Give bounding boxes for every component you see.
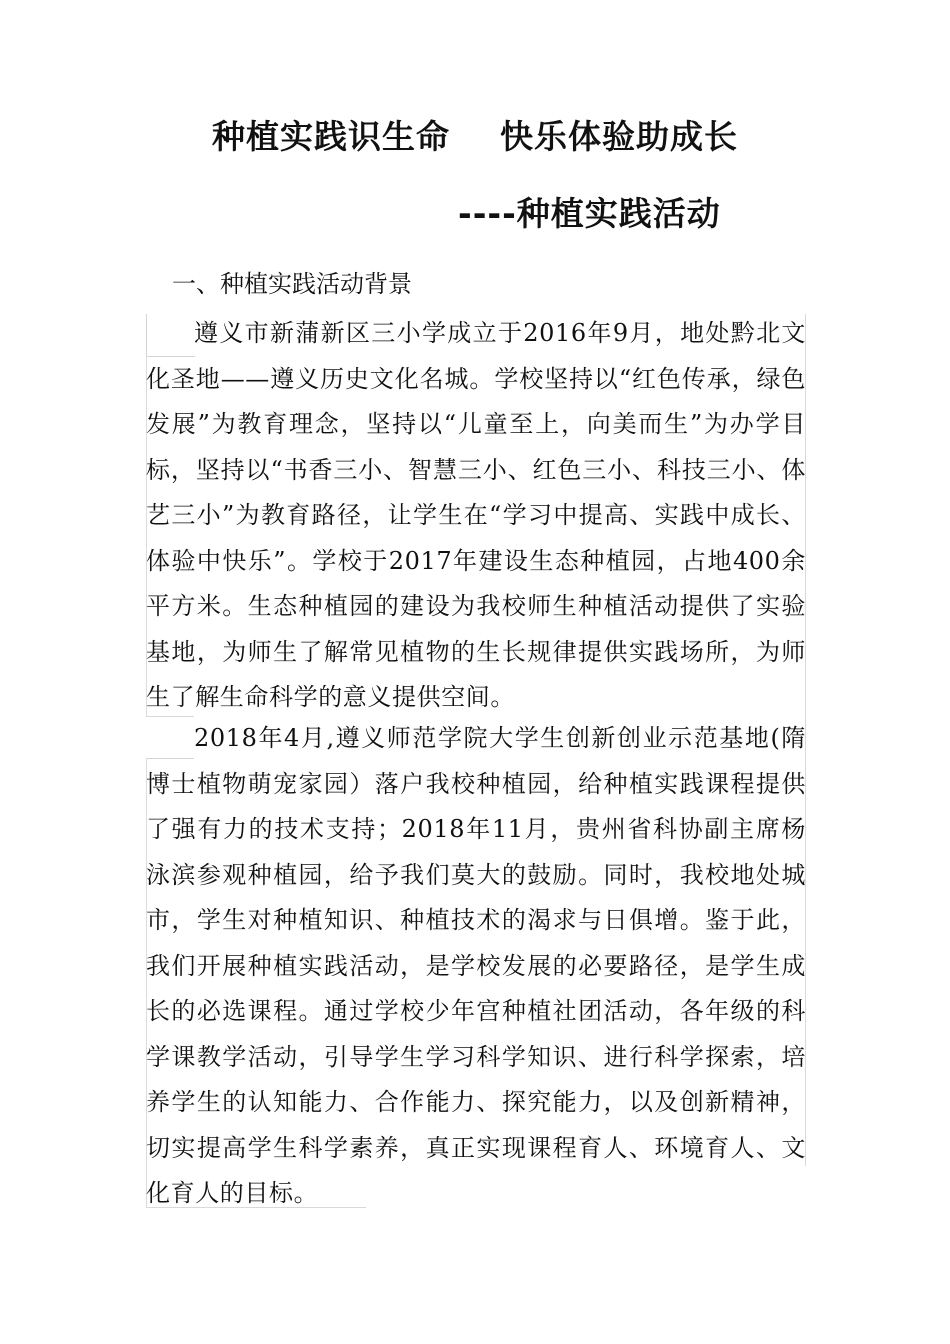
- section-heading: 一、种植实践活动背景: [172, 270, 412, 298]
- body-paragraph: 遵义市新蒲新区三小学成立于2016年9月，地处黔北文化圣地——遵义历史文化名城。学校坚持以“红色传承，绿色发展”为教育理念，坚持以“儿童至上，向美而生”为办学目标，坚持以“书香三小、智慧三小、红色三小、科技三小、体艺三小”为教育路径，让学生在“学习中提高、实践中成长、体验中快乐”。学校于2017年建设生态种植园，占地400余平方米。生态种植园的建设为我校师生种植活动提供了实验基地，为师生了解常见植物的生长规律提供实践场所，为师生了解生命科学的意义提供空间。: [146, 319, 806, 711]
- document-title: 种植实践识生命 快乐体验助成长: [212, 117, 738, 156]
- document-subtitle: ----种植实践活动: [458, 194, 721, 233]
- body-paragraph: 2018年4月,遵义师范学院大学生创新创业示范基地(隋博士植物萌宠家园）落户我校种植园，给种植实践课程提供了强有力的技术支持；2018年11月，贵州省科协副主席杨泳滨参观种植园，给予我们莫大的鼓励。同时，我校地处城市，学生对种植知识、种植技术的渴求与日俱增。鉴于此，我们开展种植实践活动，是学校发展的必要路径，是学生成长的必选课程。通过学校少年宫种植社团活动，各年级的科学课教学活动，引导学生学习科学知识、进行科学探索，培养学生的认知能力、合作能力、探究能力，以及创新精神，切实提高学生科学素养，真正实现课程育人、环境育人、文化育人的目标。: [146, 724, 806, 1207]
